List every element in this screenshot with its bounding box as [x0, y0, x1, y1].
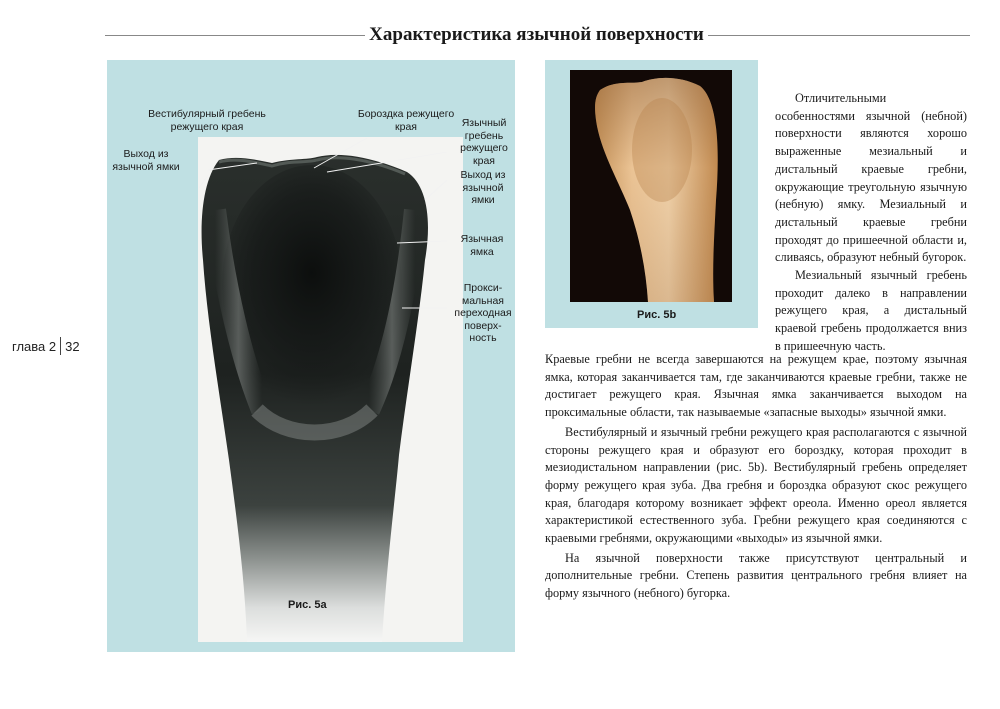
figure-5b-photo-frame	[570, 70, 732, 302]
paragraph-2-continued: Краевые гребни не всегда завершаются на режущем крае, поэтому язычная ямка, которая заканчивается там, где заканчиваются краевые гребни, также не достигает режущего края. Язычная ямка заканчивается выходом на проксимальные области, так называемые «запасные выходы» язычной ямки.	[545, 352, 967, 420]
leader-lingual-ridge	[327, 152, 447, 172]
chapter-label: глава 2	[12, 338, 57, 354]
figure-5b-caption: Рис. 5b	[637, 309, 677, 321]
leader-vestibular-ridge	[208, 163, 257, 170]
figure-5b	[545, 60, 758, 328]
header-rule-left	[105, 35, 365, 36]
text-column-side	[775, 90, 967, 356]
leader-groove	[314, 138, 367, 168]
chapter-marker	[12, 337, 80, 355]
paragraph-3: Вестибулярный и язычный гребни режущего края располагаются с язычной стороны режущего края и образуют его бороздку, которая проходит в мезиодистальном направлении (рис. 5b). Вестибулярный гребень определяет форму режущего края зуба. Два гребня и бороздка образуют скос режущего края, благодаря которому возникает эффект ореола. Именно ореол является характеристикой естественного зуба. Гребни режущего края соединяются с краевыми гребнями, окружающими «выходы» из язычной ямки.	[545, 424, 967, 546]
label-lingual-ridge: Язычный гребень режущего края	[460, 117, 508, 167]
paragraph-1: Отличительными особенностями язычной (небной) поверхности являются хорошо выраженные мезиальный и дистальный краевые гребни, окружающие треугольную язычную (небную) ямку. Мезиальный и дистальный краевые гребни проходят до пришеечной области и, сливаясь, образуют небный бугорок.	[775, 91, 967, 265]
paragraph-4: На язычной поверхности также присутствуют центральный и дополнительные гребни. Степень развития центрального гребня влияет на форму язычного (небного) бугорка.	[545, 550, 967, 601]
leader-lingual-fossa	[397, 241, 447, 243]
chapter-divider	[60, 337, 61, 355]
label-vestibular-ridge: Вестибулярный гребень режущего края	[148, 108, 266, 133]
label-groove: Бороздка режущего края	[357, 108, 455, 133]
tooth-side-fossa	[632, 98, 692, 202]
leader-exit-right	[425, 180, 447, 200]
tooth-side-photo	[570, 70, 732, 302]
figure-5a	[107, 60, 515, 652]
label-lingual-fossa: Язычная ямка	[460, 233, 504, 258]
label-exit-right: Выход из язычной ямки	[460, 169, 506, 206]
header-rule-right	[708, 35, 970, 36]
text-column-main	[545, 351, 967, 603]
page-title: Характеристика язычной поверхности	[369, 24, 704, 45]
label-exit-left: Выход из язычной ямки	[112, 148, 180, 173]
figure-5a-caption: Рис. 5a	[288, 599, 327, 611]
leader-exit-left-a	[199, 175, 208, 188]
paragraph-2-start: Мезиальный язычный гребень проходит далеко в направлении режущего края, а дистальный краевой гребень продолжается вниз в пришеечную часть.	[775, 268, 967, 353]
label-proximal-surface: Прокси- мальная переходная поверх- ность	[454, 282, 512, 344]
page-number: 32	[65, 338, 80, 354]
